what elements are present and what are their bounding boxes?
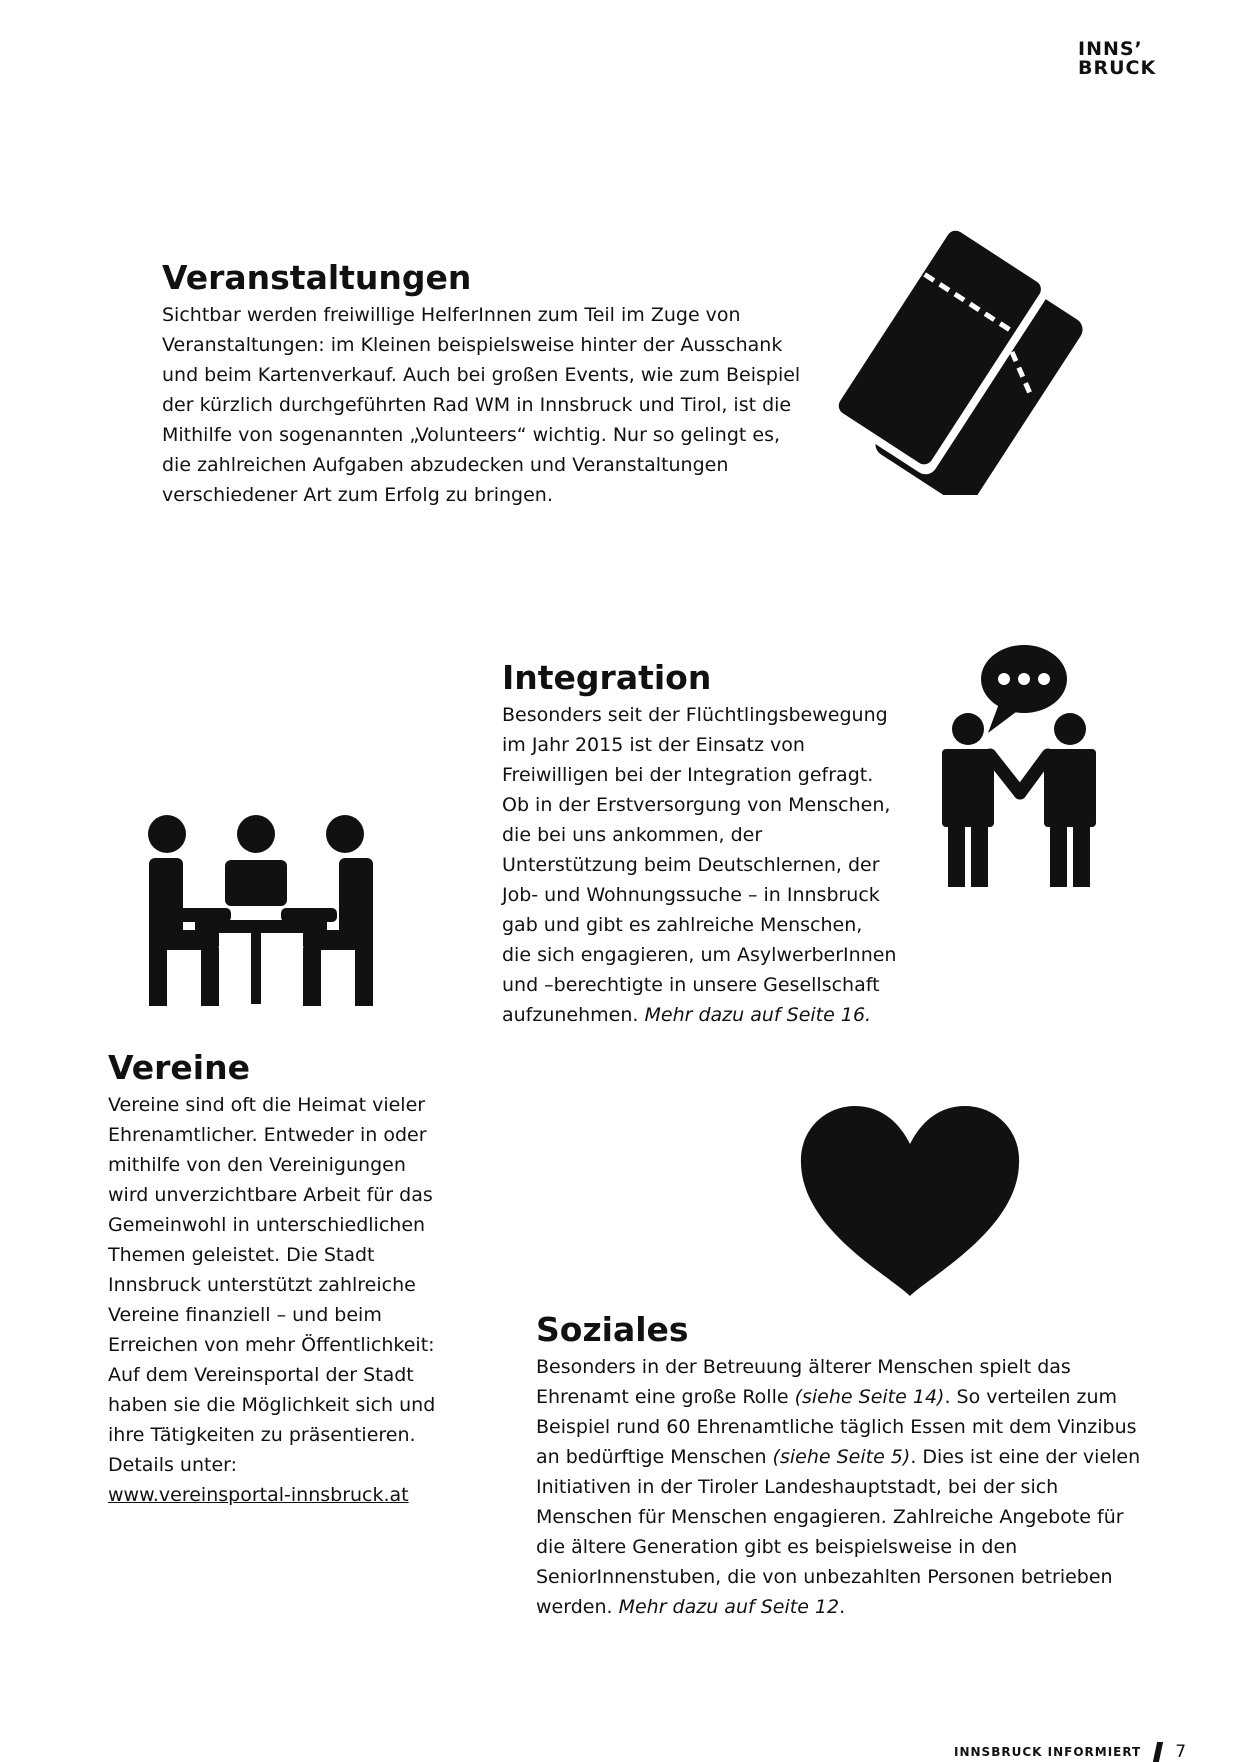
section-body-vereine: [108, 1090, 443, 1510]
people-talking-icon: [928, 645, 1148, 890]
section-vereine: [108, 1048, 443, 1510]
meeting-table-icon: [145, 812, 377, 1008]
soziales-text-4: .: [839, 1596, 846, 1618]
soziales-text-3: . Dies ist eine der vielen Initiativen in der Tiroler Landeshauptstadt, bei der sich Menschen für Menschen engagieren. Zahlreiche Angebote für die ältere Generation gibt es beispielsweise in den SeniorInnenstuben, die von unbezahlten Personen betrieben werden.: [536, 1446, 1141, 1618]
soziales-reference-1: (siehe Seite 14): [794, 1386, 945, 1408]
integration-page-reference: Mehr dazu auf Seite 16.: [644, 1004, 872, 1026]
page-footer: [954, 1742, 1186, 1762]
section-integration: [502, 658, 897, 1030]
tickets-icon: [820, 220, 1090, 495]
section-title-veranstaltungen: Veranstaltungen: [162, 258, 472, 297]
page-number: 7: [1175, 1742, 1187, 1762]
innsbruck-logo: [1078, 40, 1158, 78]
section-title-vereine: Vereine: [108, 1048, 250, 1087]
logo-line-2: BRUCK: [1078, 57, 1157, 79]
integration-text: Besonders seit der Flüchtlingsbewegung im Jahr 2015 ist der Einsatz von Freiwilligen bei der Integration gefragt. Ob in der Erstversorgung von Menschen, die bei uns ankommen, der Unterstützung beim Deutschlernen, der Job- und Wohnungssuche – in Innsbruck gab und gibt es zahlreiche Menschen, die sich engagieren, um AsylwerberInnen und –berechtigte in unsere Gesellschaft aufzunehmen.: [502, 704, 897, 1026]
soziales-text-2: . So verteilen zum Beispiel rund 60 Ehrenamtliche täglich Essen mit dem Vinzibus an bedürftige Menschen: [536, 1386, 1137, 1468]
soziales-text-1: Besonders in der Betreuung älterer Menschen spielt das Ehrenamt eine große Rolle: [536, 1356, 1071, 1408]
section-body-veranstaltungen: Sichtbar werden freiwillige HelferInnen zum Teil im Zuge von Veranstaltungen: im Kleinen beispielsweise hinter der Ausschank und beim Kartenverkauf. Auch bei großen Events, wie zum Beispiel der kürzlich durchgeführten Rad WM in Innsbruck und Tirol, ist die Mithilfe von sogenannten „Volunteers“ wichtig. Nur so gelingt es, die zahlreichen Aufgaben abzudecken und Veranstaltungen verschiedener Art zum Erfolg zu bringen.: [162, 304, 801, 506]
vereinsportal-link[interactable]: www.vereinsportal-innsbruck.at: [108, 1484, 409, 1506]
section-title-soziales: Soziales: [536, 1310, 689, 1349]
vereine-text: Vereine sind oft die Heimat vieler Ehrenamtlicher. Entweder in oder mithilfe von den Vereinigungen wird unverzichtbare Arbeit für das Gemeinwohl in unterschiedlichen Themen geleistet. Die Stadt Innsbruck unterstützt zahlreiche Vereine finanziell – und beim Erreichen von mehr Öffentlichkeit: Auf dem Vereinsportal der Stadt haben sie die Möglichkeit sich und ihre Tätigkeiten zu präsentieren. Details unter:: [108, 1094, 436, 1476]
heart-icon: [795, 1100, 1025, 1300]
soziales-reference-3: Mehr dazu auf Seite 12: [618, 1596, 840, 1618]
section-soziales: [536, 1310, 1146, 1622]
publication-name: INNSBRUCK INFORMIERT: [954, 1745, 1142, 1759]
section-body-soziales: [536, 1352, 1146, 1622]
logo-line-1: INNS’: [1078, 38, 1143, 60]
footer-divider: [1153, 1742, 1163, 1762]
section-title-integration: Integration: [502, 658, 712, 697]
soziales-reference-2: (siehe Seite 5): [772, 1446, 911, 1468]
section-veranstaltungen: [162, 258, 812, 510]
section-body-integration: [502, 700, 897, 1030]
